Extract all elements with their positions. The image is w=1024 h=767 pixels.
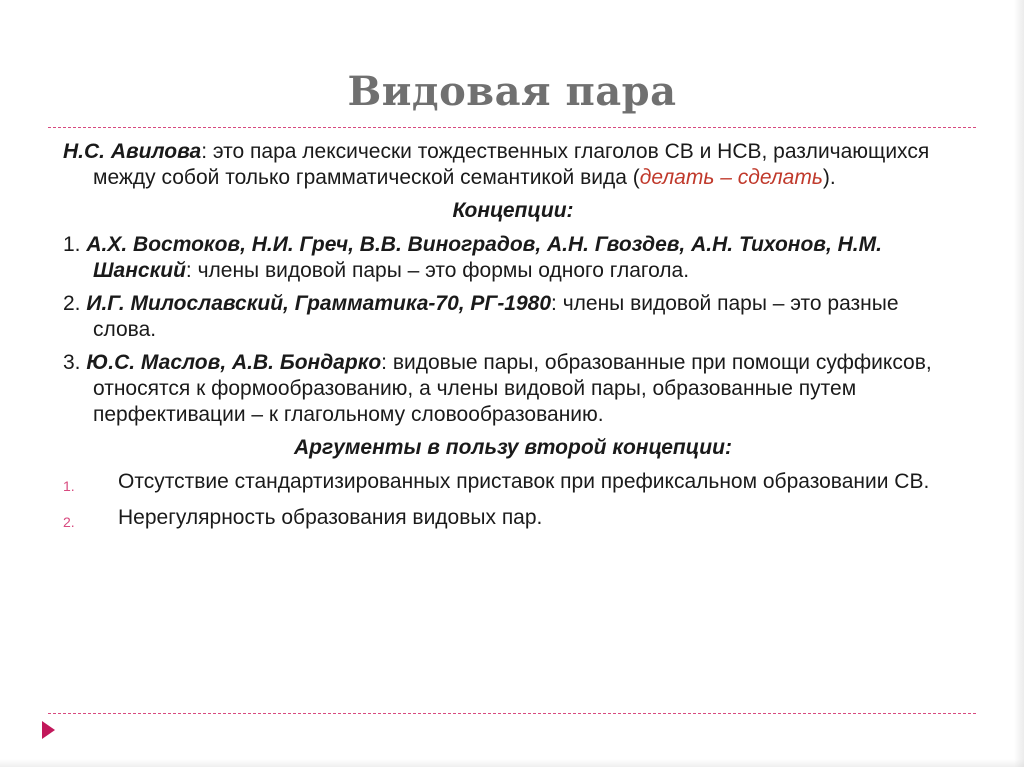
arguments-heading: Аргументы в пользу второй концепции: — [294, 436, 732, 459]
concept-authors: И.Г. Милославский, Грамматика-70, РГ-1980 — [86, 292, 552, 315]
definition-example: делать – сделать — [639, 166, 823, 189]
concept-text: : члены видовой пары – это формы одного глагола. — [185, 259, 690, 282]
argument-text: Отсутствие стандартизированных приставок при префиксальном образовании СВ. — [118, 470, 930, 493]
slide-edge-shadow-bottom — [0, 759, 1024, 767]
argument-number: 2. — [63, 514, 75, 530]
argument-item — [63, 469, 963, 495]
concepts-heading: Концепции: — [452, 199, 574, 222]
definition-author: Н.С. Авилова — [63, 140, 202, 163]
slide-edge-shadow-right — [1014, 0, 1024, 767]
concept-item — [63, 232, 963, 284]
concept-number: 1. — [63, 233, 81, 256]
concept-authors: А.Х. Востоков, Н.И. Греч, В.В. Виноградов, А.Н. Гвоздев, А.Н. Тихонов, Н.М. Шанский — [86, 233, 882, 282]
definition-paragraph — [63, 139, 963, 191]
argument-number: 1. — [63, 478, 75, 494]
concept-number: 3. — [63, 351, 81, 374]
concept-text: : видовые пары, образованные при помощи суффиксов, относятся к формообразованию, а члены видовой пары, образованные путем перфективации – к глагольному словообразованию. — [93, 351, 932, 426]
argument-text: Нерегулярность образования видовых пар. — [118, 506, 543, 529]
concept-authors: Ю.С. Маслов, А.В. Бондарко — [86, 351, 382, 374]
definition-text-after: ). — [822, 166, 836, 189]
triangle-right-icon[interactable] — [42, 721, 55, 739]
footer-divider — [48, 713, 976, 714]
slide-title: Видовая пара — [347, 68, 677, 115]
concept-item — [63, 291, 963, 343]
definition-text-before: : это пара лексически тождественных глаголов СВ и НСВ, различающихся между собой только грамматической семантикой вида ( — [93, 140, 930, 189]
argument-item — [63, 505, 963, 531]
concept-number: 2. — [63, 292, 81, 315]
title-divider — [48, 127, 976, 128]
slide-content — [63, 139, 963, 541]
concept-item — [63, 350, 963, 428]
concept-text: : члены видовой пары – это разные слова. — [93, 292, 899, 341]
